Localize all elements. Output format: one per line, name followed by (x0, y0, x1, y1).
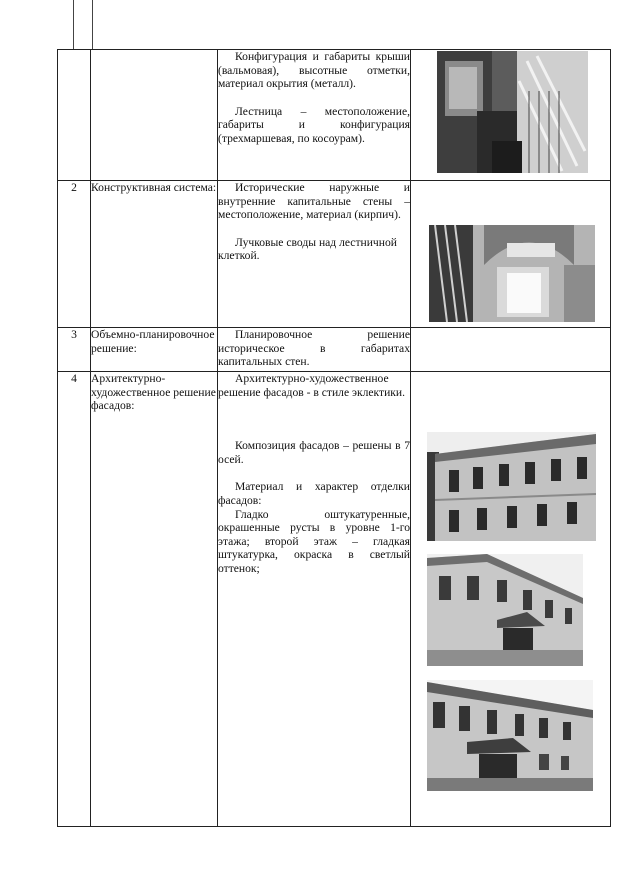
row-photo-cell (411, 50, 611, 181)
table-edge-line (92, 0, 93, 49)
facade-photo-1 (427, 432, 596, 541)
row-number: 2 (58, 181, 91, 328)
description-paragraph: Архитектурно-художественное решение фасадов - в стиле эклектики. (218, 372, 406, 399)
row-description (218, 372, 411, 827)
row-photo-cell (411, 181, 611, 328)
row-description (218, 328, 411, 372)
description-paragraph: Лучковые своды над лестничной клеткой. (218, 235, 397, 263)
description-paragraph: Исторические наружные и внутренние капитальные стены – местоположение, материал (кирпич). (218, 181, 410, 222)
row-parameter: Объемно-планировочное решение: (91, 328, 218, 372)
row-number: 4 (58, 372, 91, 827)
row-description (218, 181, 411, 328)
heritage-description-table (57, 49, 611, 827)
description-paragraph: Композиция фасадов – решены в 7 осей. (218, 439, 410, 466)
row-photo-cell (411, 328, 611, 372)
row-photo-cell (411, 372, 611, 827)
facade-photo-3 (427, 680, 593, 791)
description-paragraph: Лестница – местоположение, габариты и конфигурация (трехмаршевая, по косоурам). (218, 104, 410, 145)
row-parameter: Архитектурно-художественное решение фасадов: (91, 372, 218, 827)
stair-interior-photo (437, 51, 588, 173)
table-edge-line (73, 0, 74, 49)
table-row (58, 328, 611, 372)
row-parameter: Конструктивная система: (91, 181, 218, 328)
description-paragraph: Материал и характер отделки фасадов: (218, 480, 410, 507)
description-paragraph: Конфигурация и габариты крыши (вальмовая), высотные отметки, материал окрытия (металл). (218, 50, 410, 91)
table-row (58, 181, 611, 328)
row-number (58, 50, 91, 181)
row-parameter (91, 50, 218, 181)
vault-interior-photo (429, 225, 595, 322)
row-number: 3 (58, 328, 91, 372)
description-paragraph: Планировочное решение историческое в габаритах капитальных стен. (218, 328, 410, 369)
description-paragraph: Гладко оштукатуренные, окрашенные русты в уровне 1-го этажа; второй этаж – гладкая штукатурка, окраска в светлый оттенок; (218, 507, 410, 575)
table-row (58, 372, 611, 827)
facade-photo-2 (427, 554, 583, 666)
row-description (218, 50, 411, 181)
table-row (58, 50, 611, 181)
